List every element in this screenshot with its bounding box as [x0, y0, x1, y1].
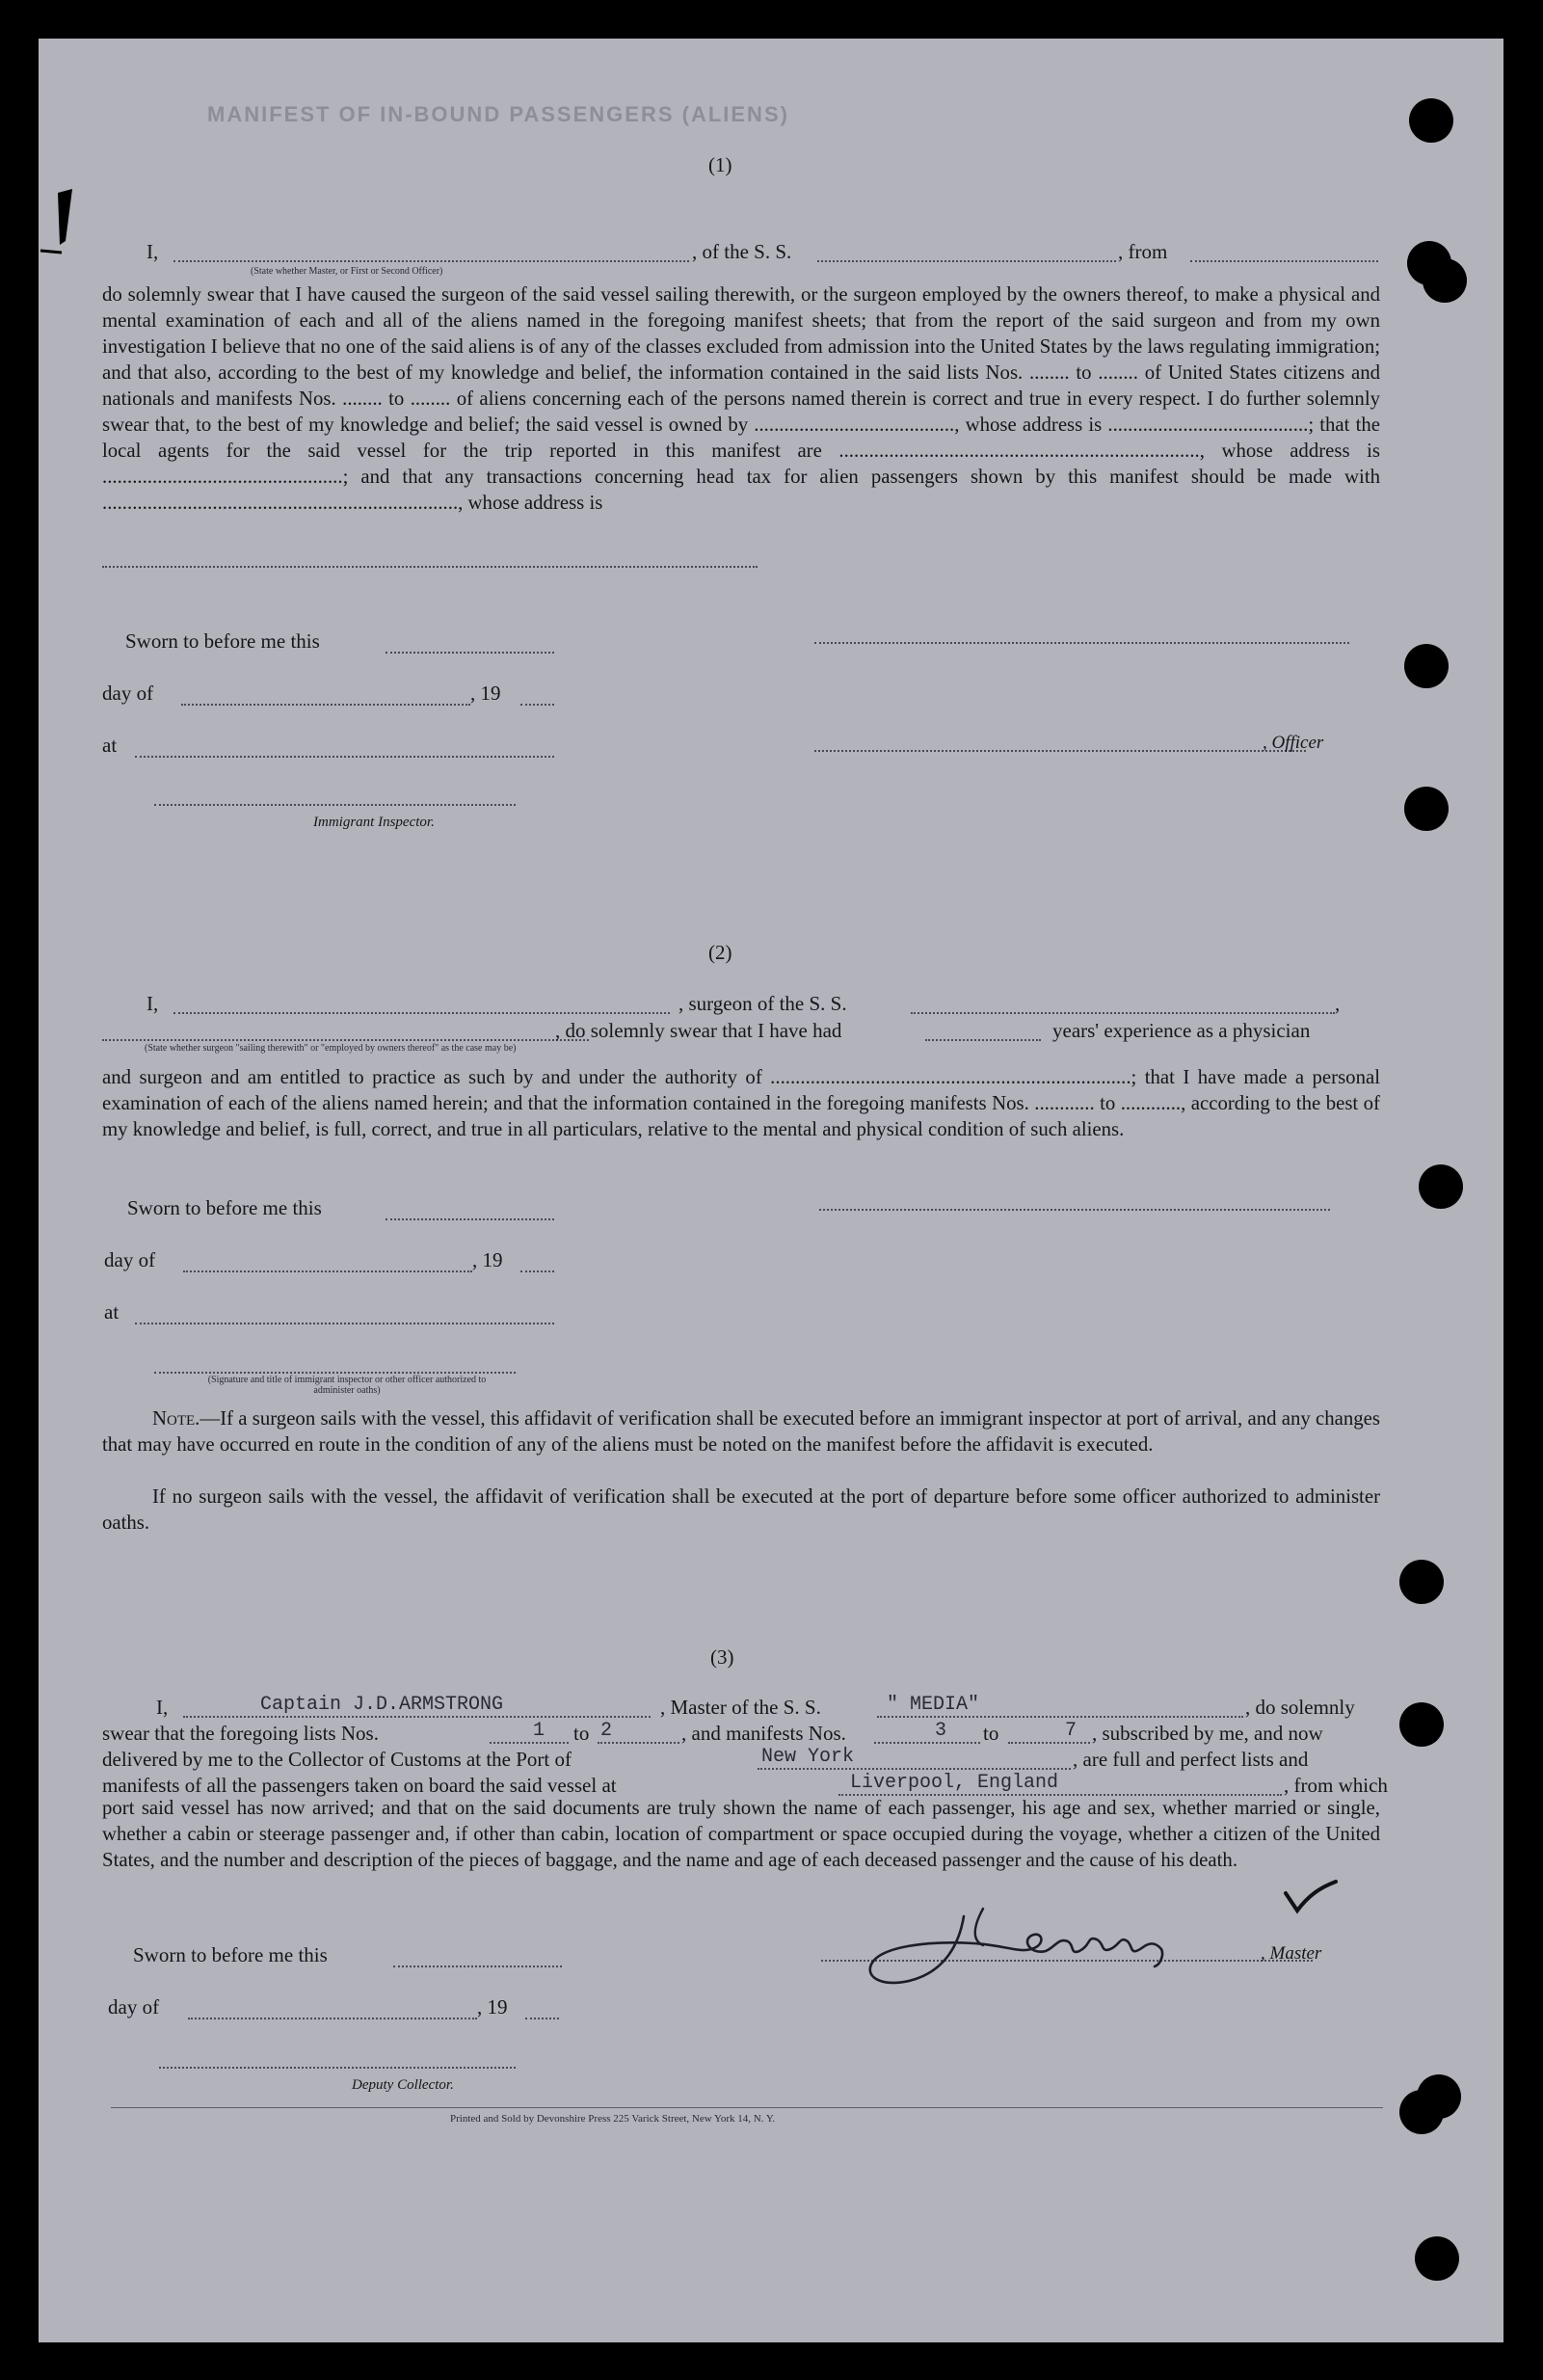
- sec2-name-line: [173, 1012, 670, 1014]
- sec1-sig-line: [814, 642, 1349, 644]
- sec1-at-line: [135, 756, 554, 758]
- binder-hole: [1409, 98, 1453, 143]
- section-1-number: (1): [708, 153, 732, 176]
- sec1-sworn: Sworn to before me this: [125, 629, 320, 653]
- sec3-man-to-line: [1008, 1742, 1090, 1744]
- sec1-i: I,: [146, 240, 159, 263]
- sec3-year-line: [525, 2018, 559, 2019]
- sec3-sworn: Sworn to before me this: [133, 1943, 328, 1966]
- sec1-from-line: [1190, 260, 1378, 262]
- sec1-address-line: [102, 566, 758, 568]
- sec2-officer-line: [154, 1372, 516, 1374]
- sec3-manifests-from: 3: [935, 1720, 947, 1742]
- sec3-line2-b: , and manifests Nos.: [681, 1722, 846, 1745]
- sec1-inspector: Immigrant Inspector.: [313, 815, 435, 830]
- sec3-master-label: , Master of the S. S.: [660, 1696, 821, 1719]
- section-2-number: (2): [708, 941, 732, 964]
- sec2-caption-sig: (Signature and title of immigrant inspector or other officer authorized to administer oaths): [207, 1375, 487, 1396]
- faint-header: MANIFEST OF IN-BOUND PASSENGERS (ALIENS): [207, 102, 789, 126]
- sec2-i: I,: [146, 992, 159, 1015]
- sec3-sworn-line: [393, 1966, 562, 1967]
- binder-hole: [1399, 1702, 1444, 1747]
- sec1-from-label: , from: [1118, 240, 1168, 263]
- sec3-line2-c: , subscribed by me, and now: [1092, 1722, 1323, 1745]
- sec3-nineteen: , 19: [477, 1995, 508, 2019]
- binder-hole: [1399, 2090, 1444, 2134]
- sec2-nineteen: , 19: [472, 1248, 503, 1271]
- note-text: —If a surgeon sails with the vessel, this affidavit of verification shall be executed before an immigrant inspector at port of arrival, and any changes that may have occurred en route in the condition of any of the aliens must be noted on the manifest before the affidavit is executed.: [102, 1407, 1380, 1456]
- sec3-line4-b: , from which: [1284, 1774, 1388, 1797]
- sec2-swear: , do solemnly swear that I have had: [555, 1019, 842, 1042]
- sec3-line3-b: , are full and perfect lists and: [1073, 1748, 1309, 1771]
- sec2-note: [102, 1405, 1380, 1457]
- sec2-comma: ,: [1335, 992, 1341, 1015]
- sec2-sig-line: [819, 1209, 1330, 1211]
- master-signature: [838, 1887, 1214, 1993]
- sec1-inspector-line: [154, 804, 516, 806]
- sec3-lists-from-line: [490, 1742, 569, 1744]
- sec2-status-line: [102, 1039, 589, 1041]
- section-3-number: (3): [710, 1645, 734, 1669]
- binder-hole: [1415, 2236, 1459, 2281]
- sec3-line1-end: , do solemnly: [1245, 1696, 1355, 1719]
- sec1-caption: (State whether Master, or First or Second Officer): [251, 266, 443, 277]
- sec3-body: port said vessel has now arrived; and that on the said documents are truly shown the name of each passenger, his age and sex, whether married or single, whether a cabin or steerage passenger and, if other than cabin, location of compartment or space occupied during the voyage, whether a citizen of the United States, and the number and description of the pieces of baggage, and the name and age of each deceased passenger and the cause of his death.: [102, 1797, 1380, 1871]
- sec1-sworn-line: [386, 652, 554, 654]
- sec2-years: years' experience as a physician: [1052, 1019, 1311, 1042]
- note-label: Note.: [152, 1407, 200, 1430]
- sec2-day-line: [183, 1270, 472, 1272]
- sec3-i: I,: [156, 1696, 169, 1719]
- check-mark: [1282, 1876, 1340, 1919]
- sec3-ship: " MEDIA": [887, 1694, 980, 1716]
- sec1-body: do solemnly swear that I have caused the surgeon of the said vessel sailing therewith, or the surgeon employed by the owners thereof, to make a physical and mental examination of each and all of the aliens named in the foregoing manifest sheets; that from the report of the said surgeon and from my own investigation I believe that no one of the said aliens is of any of the classes excluded from admission into the United States by the laws regulating immigration; and that also, according to the best of my knowledge and belief, the information contained in the said lists Nos. ........ to ........ of United States citizens and nationals and manifests Nos. ........ to ........ of aliens concerning each of the persons named therein is correct and true in every respect. I do further solemnly swear that, to the best of my knowledge and belief; the said vessel is owned by ........................................, whose address is ........................................; that the local agents for the said vessel for the trip reported in this manifest are ........................................................................, whose address is ................................................; and that any transactions concerning head tax for alien passengers shown by this manifest should be made with ......................................................................., whose address is: [102, 283, 1380, 514]
- sec2-years-line: [925, 1039, 1041, 1041]
- sec3-manifests-to: 7: [1065, 1720, 1077, 1742]
- sec2-day-of: day of: [104, 1248, 156, 1271]
- sec3-to-2: to: [983, 1722, 999, 1745]
- footer-printer: Printed and Sold by Devonshire Press 225 Varick Street, New York 14, N. Y.: [450, 2113, 776, 2125]
- sec3-lists-from: 1: [533, 1720, 545, 1742]
- sec1-at: at: [102, 734, 118, 757]
- form-page: [39, 39, 1503, 2342]
- sec3-deputy: Deputy Collector.: [352, 2077, 454, 2093]
- sec2-sworn: Sworn to before me this: [127, 1196, 322, 1219]
- footer-rule: [111, 2107, 1383, 2108]
- sec1-officer-line: [814, 750, 1306, 752]
- sec3-line2-a: swear that the foregoing lists Nos.: [102, 1722, 379, 1745]
- sec2-surgeon-label: , surgeon of the S. S.: [678, 992, 847, 1015]
- sec2-year-line: [520, 1270, 554, 1272]
- sec3-deputy-line: [159, 2067, 516, 2069]
- edge-mark: [39, 183, 96, 270]
- binder-hole: [1423, 258, 1467, 303]
- sec3-lists-to: 2: [600, 1720, 613, 1742]
- sec1-day-of: day of: [102, 682, 154, 705]
- sec3-master-name: Captain J.D.ARMSTRONG: [260, 1694, 504, 1716]
- sec3-to-1: to: [573, 1722, 590, 1745]
- sec3-departure: Liverpool, England: [850, 1772, 1059, 1794]
- binder-hole: [1404, 644, 1449, 688]
- sec1-day-line: [181, 704, 470, 706]
- sec2-ship-line: [911, 1012, 1335, 1014]
- sec2-body: and surgeon and am entitled to practice as such by and under the authority of ........................................................................; that I have made a personal examination of each of the aliens named herein; and that the information contained in the foregoing manifests Nos. ............ to ............, according to the best of my knowledge and belief, is full, correct, and true in all particulars, relative to the mental and physical condition of such aliens.: [102, 1066, 1380, 1140]
- sec2-at-line: [135, 1323, 554, 1324]
- sec2-sworn-line: [386, 1218, 554, 1220]
- sec1-officer: , Officer: [1263, 733, 1324, 753]
- sec3-line4-a: manifests of all the passengers taken on board the said vessel at: [102, 1774, 617, 1797]
- sec2-at: at: [104, 1300, 120, 1324]
- binder-hole: [1419, 1164, 1463, 1209]
- binder-hole: [1404, 787, 1449, 831]
- sec1-year-line: [520, 704, 554, 706]
- sec1-ss-label: , of the S. S.: [692, 240, 792, 263]
- sec1-ship-line: [817, 260, 1116, 262]
- sec3-master: , Master: [1261, 1943, 1322, 1964]
- sec2-caption: (State whether surgeon "sailing therewith" or "employed by owners thereof" as the case may be): [145, 1043, 517, 1054]
- sec3-line3-a: delivered by me to the Collector of Customs at the Port of: [102, 1748, 572, 1771]
- sec3-day-line: [188, 2018, 477, 2019]
- sec3-man-from-line: [874, 1742, 980, 1744]
- sec3-port: New York: [761, 1746, 855, 1768]
- sec2-note2: If no surgeon sails with the vessel, the affidavit of verification shall be executed at the port of departure before some officer authorized to administer oaths.: [102, 1485, 1380, 1534]
- sec3-day-of: day of: [108, 1995, 160, 2019]
- sec1-nineteen: , 19: [470, 682, 501, 705]
- sec1-name-line: [173, 260, 689, 262]
- binder-hole: [1399, 1560, 1444, 1604]
